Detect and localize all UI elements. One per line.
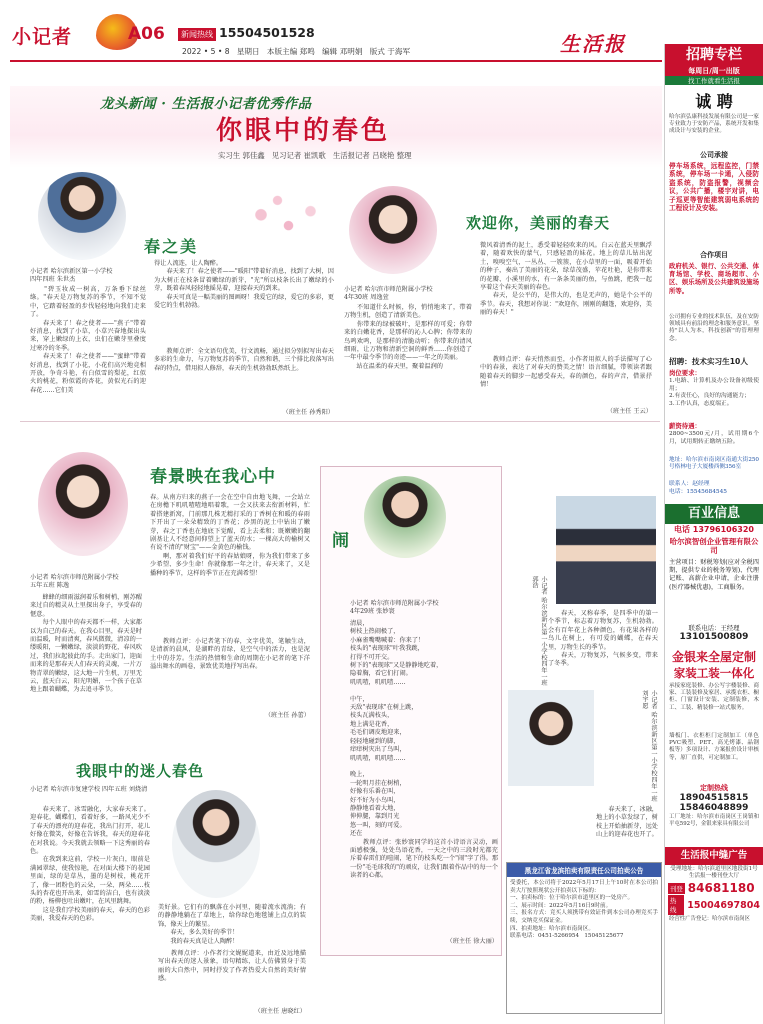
recruit-clients-title: 合作项目 xyxy=(700,251,728,259)
baiye-contact: 联系电话：王经理 xyxy=(688,624,740,632)
jinyin-hotline-label: 定制热线 xyxy=(700,784,728,792)
plum-blossom-decoration xyxy=(228,186,338,258)
article-title-chunzhimei: 春之美 xyxy=(144,237,199,256)
notice-body: 受委托，本公司将于2022年5月17日上午10时在本公司拍卖大厅按照现状公开拍卖以下标的： 一、拍卖标的：位于哈尔滨市道里区的一处房产。 二、展示时间：2022年5月16日9时前。 三、报名方式：竞买人须携带有效证件到本公司办理竞买手续，交纳竞买保证金。 四、拍卖地址：哈尔滨市南岗区。 联系电话：0451-5266954 15045125677 xyxy=(510,880,658,940)
author-photo-guo xyxy=(556,496,656,604)
jinyin-phone1: 18904515815 xyxy=(679,793,749,803)
brand-logo: 生活报 xyxy=(560,32,626,56)
author-photo-liu-shao xyxy=(172,790,260,898)
baiye-body: 主营项目：财税筹划(应对全税四期，提供专业的税务筹划)、代理记账、高薪企业申请，企业注册(医疗器械优惠)，工商服务。 xyxy=(669,559,759,591)
recruit-name: 诚 聘 xyxy=(695,92,733,111)
recruit-sub: 每周日/周一出版 xyxy=(665,66,763,76)
teacher-comment: 教师点评：小记者笔下的春，文字优美，笔触生动，是清新的晨风，是湖畔的青绿，是空气中的活力，也是泥土中的芬芳。生活的热情和生命的周期在小记者的笔下洋溢出舞水的画卷，景致优美地抒写出春。 xyxy=(150,638,310,671)
article-title-mirenchunse: 我眼中的迷人春色 xyxy=(76,762,205,780)
hotline-badge: 新闻热线 xyxy=(178,28,216,41)
article-body: 春天，又称春季，是四季中的第一个季节，标志着万物复苏，生机勃勃。会有百年花上各种颜色，有花果各样的鸟儿在树上，有可爱的蝴蝶，在春天里，万物生长的季节。 春天，万物复苏，气候多变，带来了冬季。 xyxy=(548,610,658,668)
shenghuo-phone-row-2 xyxy=(665,895,763,915)
recruit-about: 公司拥有专业的技术队伍，及在安防领域具有前沿的理念和服务意识。坚持"以人为本，科技创新"的管理理念。 xyxy=(669,314,759,342)
shenghuo-label1: 刊登 xyxy=(670,884,683,893)
editor-credit: （班主任 唐晓红） xyxy=(254,1008,306,1015)
author-photo-zhu xyxy=(38,172,126,260)
article-body-continued: 微风着清香的泥土，悉受着轻轻吹来的风。白云在蓝天里飘浮着，随着欢快的蒙气，只感轻盈的妹花。地上的草儿钻出泥土，嗅嗅空气，一丛丛、一簇簇，在小草里的一面，吸着开始的种子，奏出了美丽的花朵，绿草茂盛，苹花吐艳，是你带来的花瓣、小溪里的水，有一条条美丽的鱼，与鱼跳，把我一起享着这个春天美丽的春色。 春天，是公平的，是伟大的，也是无声的，她是个公平的季节。春天，我想对你说："欢迎你，刚刚的翻篷，欢迎你，美丽的春天！" xyxy=(480,242,652,317)
shenghuo-slogan: 受理地址：哈尔滨道里区地段街1号生活报一楼刊登大厅 xyxy=(670,866,758,880)
article-body-continued: 得让人流连，让人陶醉。 春天来了！春之使者——"暖阳"带着好消息，找到了大树，因为大树正在枝条冒着嫩绿的新芽，"光"所以枝条长出了嫩绿的小芽，既着春风轻轻地摇晃着，迎接春天的到来。 春天可真是一幅美丽的图画呀！我爱它的绿，爱它的多彩，更爱它的生机勃勃。 xyxy=(154,260,334,310)
teacher-comment: 教师点评：全文语句优美，行文流畅，通过拟分别拟写出春天多彩的生命力，与万物复苏的季节，自然和谐，三个排比段落写出春的特点，借用拟人修辞，春天的生机勃勃跃然纸上。 xyxy=(154,348,334,372)
section-label xyxy=(12,22,90,48)
masthead xyxy=(0,0,662,62)
jinyin-extra: 墙板门、衣柜柜门定制加工（单色PVC吸塑、PET、高光烤漆、晶钢板等）多项设计、方案报价设计审核等，原厂直供，可定制加工。 xyxy=(669,733,759,761)
recruit-contact: 联系人：赵经理 xyxy=(669,481,710,487)
author-photo-chen xyxy=(38,452,128,556)
recruit-salary-title: 薪资待遇： xyxy=(669,422,701,430)
author-line: 小记者 哈尔滨市师范附属小学校 4年29班 张妙寰 xyxy=(350,600,439,616)
recruit-biz-title: 公司承接 xyxy=(700,151,728,159)
vertical-byline: 小记者 哈尔滨新区第一小学校四年一班 郭浩 xyxy=(531,576,547,688)
jinyin-line2: 家装工装一体化 xyxy=(673,666,755,680)
recruit-clients: 政府机关、银行、公共交通、体育场馆、学校、商场超市、小区、娱乐场所及公共建筑设施场所等。 xyxy=(669,262,759,295)
shenghuo-phone2: 15004697804 xyxy=(687,899,760,911)
article-body-continued: 春。从南方归来的燕子一会在空中自由地飞舞，一会站立在房檐下叽叽喳喳地唱着歌，一会又扶来去衔新材料，忙着搭建新窝，门前那几株无精打采的丁香树在和暖的春雨下开出了一朵朵精致的丁香花；沙黑的泥土中钻出了嫩芽，春之丁香也在地底下觉醒，看上去柔和；既嫩嫩的翻剧基让人不经意间仰望上了蓝天的水；一棵高大的榆树又有说不清的"财宝"——金黄色的榆钱。 啊，那对着我们好平的春姑娘呀，你为我们带来了多少希望、多少生命！你就像那一年之计，春天来了，又是播种的季节，这样的季节正在充满希望！ xyxy=(150,494,310,577)
author-line: 小记者 哈尔滨市师范附属小学校 4年30班 周逸萱 xyxy=(344,286,433,302)
article-title-nao: 闹 xyxy=(332,531,349,551)
article-title-huanying: 欢迎你，美丽的春天 xyxy=(466,214,611,232)
author-line: 小记者 哈尔滨市复建学校 四年五班 刘烧清 xyxy=(30,786,148,793)
recruit-biz: 停车场系统，远程监控，门禁系统，停车场一卡通，入侵防盗系统，防盗报警，视频会议，公共广播，楼宇对讲，电子巡更等智能建筑弱电系统的工程设计及安装。 xyxy=(669,162,759,213)
section-divider xyxy=(20,421,660,422)
article-body: 不知道什么时候，你，悄悄地来了，带着万物生机，创造了清新美色。 你带来的绿被破叶，是那样的可爱；你带来的白嫩花香，是那样的沁人心脾；你带来的鸟鸣欢鸣，是那样的清脆动听；你带来的清风细雨，让万物和清新空洞的鲜香……你创造了一年中最令季节的奇迹——一年之的美丽。 站在温柔的春天里，聚着温润的 xyxy=(344,304,472,370)
baiye-company: 哈尔滨智创企业管理有限公司 xyxy=(669,537,759,555)
recruit-address: 地址：哈尔滨市南岗区南通大街250号格林电子大厦楼西侧356室 xyxy=(669,457,759,471)
recruit-req: 1.电路、计算机及办公设备初级使用； 2.有责任心，良好的沟通能力； 3.工作认真，态度端正。 xyxy=(669,378,759,407)
masthead-rule xyxy=(10,60,662,62)
recruit-salary: 2800~3500元/月，试用期6个月，试用期转正缴纳五险。 xyxy=(669,431,759,445)
article-body: 春天来了，冰融，地上的小草发绿了，树枝上开始抽新芽，远处山上的迎春花也开了。 xyxy=(596,806,658,839)
recruit-req-title: 岗位要求： xyxy=(669,369,701,377)
editor-credit: （班主任 王云） xyxy=(606,408,652,415)
recruit-header: 招聘专栏 xyxy=(665,44,763,66)
jinyin-line1: 金银来全屋定制 xyxy=(671,650,756,664)
banner-title: 你眼中的春色 xyxy=(216,116,391,146)
banner xyxy=(10,86,662,168)
author-photo-liu xyxy=(508,690,594,786)
notice-title: 黑龙江省龙滨拍卖有限责任公司拍卖公告 xyxy=(507,863,661,877)
editor-credit: （班主任 孙蕾） xyxy=(264,712,310,719)
article-body-continued: 美好景。它们有的飘落在小河里，随着流水流淌；有的静静地躺在了草地上，给你绿色地毯铺上点点的装饰，像天上的繁星。 春天，多么美好的季节！ 我的春天真是让人陶醉！ xyxy=(158,904,306,945)
jinyin-factory: 工厂地址：哈尔滨市南岗区王岗镇和平屯592号，金银来家具有限公司 xyxy=(669,814,759,827)
baiye-contact-phone: 13101500809 xyxy=(679,632,749,642)
recruit-phone: 电话：15545684545 xyxy=(669,489,727,495)
editor-credit: （班主任 徐大丽） xyxy=(446,938,498,945)
shenghuo-footer: 经营性广告登记：哈尔滨市南岗区 xyxy=(669,916,750,922)
date-line: 2022 • 5 • 8 星期日 本版主编 郑鸣 编辑 邓明娟 版式 于海军 xyxy=(182,47,411,56)
recruit-post-title: 招聘：技术实习生10人 xyxy=(669,357,748,366)
author-line: 小记者 哈尔滨市师范附属小学校 五年五班 陈逸 xyxy=(30,574,119,590)
jinyin-phone2: 15846048899 xyxy=(679,803,749,813)
author-line: 小记者 哈尔滨新区第一小学校 四年四班 朱世杰 xyxy=(30,268,113,284)
section-name: 小记者 xyxy=(12,26,73,48)
article-title-chunjing: 春景映在我心中 xyxy=(150,467,276,487)
shenghuo-header: 生活报中缝广告 xyxy=(665,847,763,865)
article-body: 春天来了，冰雪融化，大家春天来了。迎春花，蝴蝶们，看着好多，一路风光少不了春天的漂亮的迎春花，我出门打开，花儿好像在微笑，好像在告诉我，春天的迎春花在对我说。今天我就去领略一下这秀丽的春色。 在我到来这前，学校一片灰白，眼前是满园翠绿，使我惊艳，在对面大楼下的花园里面，绿的是草丛，墨的是树枝，桃花开了，像一团粉色的云朵，一朵、两朵……枝头的杏花也开出来，如雪的洁白，也有淡淡的粉，杨柳也吐出嫩叶，在风里跳舞。 这是我们学校美丽的春天，春天的色彩美丽，我爱春天的色彩。 xyxy=(30,806,150,923)
shenghuo-label2: 热线 xyxy=(668,895,684,915)
teacher-comment: 教师点评：小作者行文娓娓道来，由近及远地描写出春天的迷人景象，语句精练，让人仿佛置身于美丽的大自然中，同时抒发了作者热爱大自然的美好情感。 xyxy=(158,950,306,983)
banner-kicker: 龙头新闻 · 生活报小记者优秀作品 xyxy=(100,96,312,112)
auction-notice xyxy=(506,862,662,1014)
author-photo-zhang xyxy=(364,476,446,558)
page-code: A06 xyxy=(128,24,165,44)
recruit-intro: 哈尔滨弘康科技发展有限公司是一家专业致力于安防产品，系统开发和集成设计与安装的企业。 xyxy=(669,114,759,135)
baiye-header: 百业信息 xyxy=(665,504,763,524)
ad-column xyxy=(664,44,763,1024)
shenghuo-phone-row-1 xyxy=(665,881,763,895)
recruit-sub2: 找工作就看生活报 xyxy=(665,76,763,85)
teacher-comment: 教师点评：春天悄然而至，小作者用拟人的手法描写了心中的春景，表达了对春天的赞美之情！语言细腻，带领读者跟随着春天的脚步一起感受春天，春的颜色，春的声音，借景抒情！ xyxy=(480,356,652,389)
article-body: "碧玉妆成一树高，万条垂下绿丝绦。"春天是万物复苏的季节，不知不觉中，它踏着轻盈的步伐轻轻地向我们走来了。 春天来了！春之使者——"燕子"带着好消息，找到了小草，小草兴奋地探出头来，穿上嫩绿的上衣，虫们在嫩芽里叠度过寒冷的冬季。 春天来了！春之使者——"蜜蜂"带着好消息，找到了小花，小花们高兴地竞相开放，争奇斗艳，有白似雪的梨花，红似火的桃花，粉似霞的杏花，黄似光石的迎春花……它们美 xyxy=(30,286,146,394)
shenghuo-phone1: 84681180 xyxy=(687,881,755,895)
article-body: 蜂蜂的细雨滋润着乐和树梢，刚苏醒来过自的精灵从土里探出身子，享受春的惬意。 每个人眼中的春天都不一样，大家都以为自己的春天。在我心目里，春天是时而温暖，时而清爽，春风微微，清凉的一缕暖阳，一颗嫩绿，淡淡的野花，春风吹过，我们拉起彼此的手。走出家门，迎面而来的是那春天人们春天的灵魂，一片万物青翠的嫩绿，这大地一片生机，万里无云，蓝天白云，阳光明媚，一个孩子在草地上跟着蝴蝶，为去追寻季节。 xyxy=(30,594,142,694)
editor-credit: （班主任 孙秀阳） xyxy=(282,409,334,416)
jinyin-body: 承接家庭装修、办公写字楼装修、商家、工装装修及家居、承揽衣柜、橱柜、门窗设计安装、定制装修，木工、工装、精装修一站式服务。 xyxy=(669,683,759,711)
vertical-byline: 小记者 哈尔滨新区第一小学校四年一班 刘宇愿 xyxy=(641,690,657,804)
author-photo-zhou xyxy=(349,186,437,274)
hotline-number: 15504501528 xyxy=(219,25,315,40)
banner-byline: 实习生 郭佳鑫 见习记者 崔凯歌 生活报记者 吕晓艳 整理 xyxy=(218,151,412,160)
baiye-phone: 电话 13796106320 xyxy=(673,525,754,534)
poem-text: 清晨， 树枝上热闹极了， 小麻雀嘴嘴喊着：你来了！ 枝头的"表现球"叶我我跳， 打得不可开交。 树下的"表现球"又是静静地吃着， 隐着胸，看它们打闹。 叽叽喳，叽叽喳…… 中午， 天敌"表现球"在树上跳， 枝头瓦满枝头， 地上满是花香， 毛毛们调皮地迎来， 轻轻地碰到的脚， 痒痒树灾出了鸟叫， 叽叽喳，叽叽喳…… 晚上， 一轮明月挂在树梢， 好像有乐番在叫， 好不好为小鸟叫， 静静地看着大地， 伸伸腿，靠到月光 悠一叫，刻的可爱。 还在 教师点评：张妙寰同学的这首小诗语言灵动，画面感极强，处处鸟语花香，一天之中的三段时光都充斥着春雷们的喧闹，笔下的枝头吃一个"闹"字了得。那一份"毛毛球我的"的顽皮，让我们跟着作品中的每一个读者的心都。 xyxy=(350,620,499,880)
